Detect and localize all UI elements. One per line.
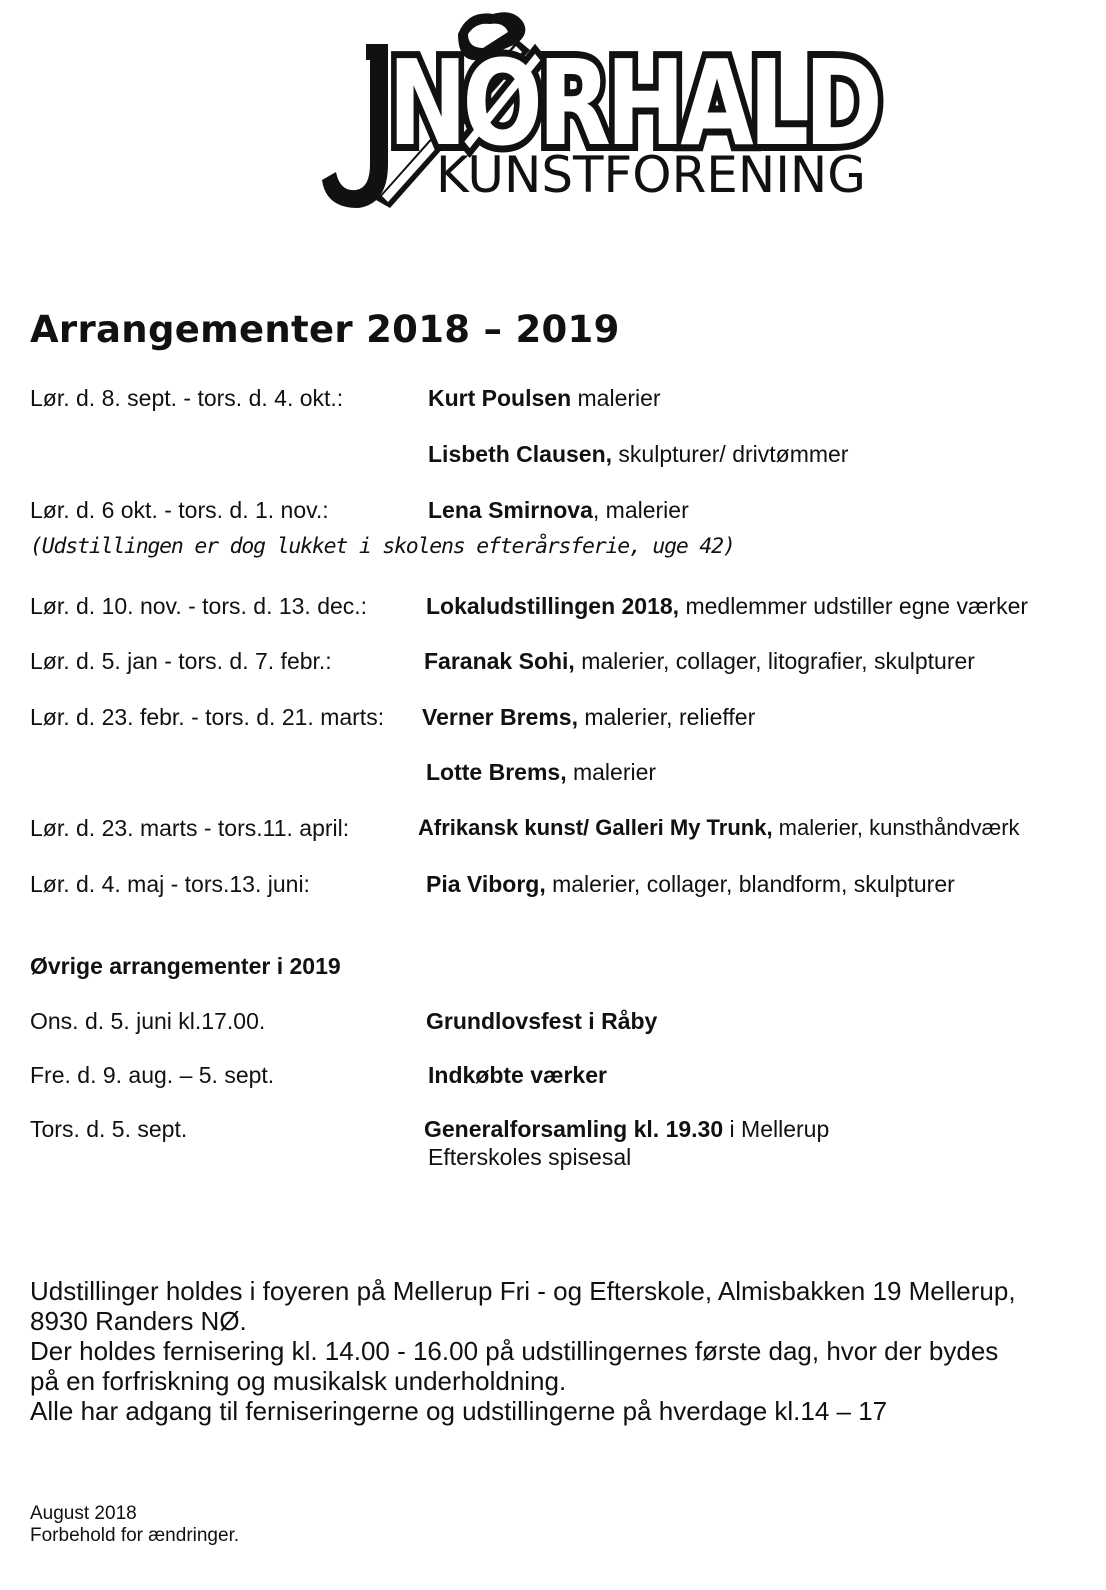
exhibition-entry: [428, 384, 661, 412]
autumn-closure-note: (Udstillingen er dog lukket i skolens efterårsferie, uge 42): [30, 534, 735, 559]
exhibition-artist: Lotte Brems,: [426, 759, 567, 785]
logo-top-text: NØRHALD: [388, 34, 879, 172]
exhibition-artist: Lisbeth Clausen,: [428, 441, 613, 467]
exhibition-date: Lør. d. 5. jan - tors. d. 7. febr.:: [30, 648, 332, 674]
exhibition-detail: malerier, collager, litografier, skulpturer: [574, 648, 975, 674]
event-date: Tors. d. 5. sept.: [30, 1116, 188, 1142]
exhibition-entry: [426, 592, 1028, 620]
norhald-logo: [318, 4, 888, 220]
exhibition-date: Lør. d. 23. febr. - tors. d. 21. marts:: [30, 704, 385, 730]
other-events-heading: Øvrige arrangementer i 2019: [30, 953, 341, 979]
exhibition-artist: Faranak Sohi,: [424, 648, 575, 674]
page-title: Arrangementer 2018 – 2019: [30, 308, 620, 351]
exhibition-detail: malerier, relieffer: [577, 704, 756, 730]
exhibition-entry: [426, 870, 955, 898]
exhibition-entry: [422, 703, 755, 731]
footer-date: August 2018: [30, 1503, 137, 1524]
exhibition-date: Lør. d. 23. marts - tors.11. april:: [30, 815, 350, 841]
exhibition-detail: malerier, kunsthåndværk: [772, 815, 1020, 840]
exhibition-detail: medlemmer udstiller egne værker: [679, 593, 1029, 619]
exhibition-detail: malerier, collager, blandform, skulpturer: [545, 871, 955, 897]
info-line: Udstillinger holdes i foyeren på Mellerup Fri - og Efterskole, Almisbakken 19 Mellerup,: [30, 1276, 1016, 1306]
exhibition-detail: skulpturer/ drivtømmer: [612, 441, 849, 467]
event-detail-line2: Efterskoles spisesal: [428, 1144, 632, 1170]
info-line: 8930 Randers NØ.: [30, 1306, 247, 1336]
event-entry: [424, 1115, 829, 1143]
exhibition-detail: malerier: [571, 385, 661, 411]
exhibition-artist: Lokaludstillingen 2018,: [426, 593, 680, 619]
exhibition-artist: Kurt Poulsen: [428, 385, 572, 411]
event-date: Ons. d. 5. juni kl.17.00.: [30, 1008, 266, 1034]
exhibition-detail: malerier: [566, 759, 657, 785]
exhibition-entry: [428, 496, 689, 524]
exhibition-artist: Lena Smirnova: [428, 497, 593, 523]
exhibition-artist: Verner Brems,: [422, 704, 578, 730]
exhibition-entry: [424, 647, 975, 675]
exhibition-date: Lør. d. 6 okt. - tors. d. 1. nov.:: [30, 497, 329, 523]
exhibition-detail: , malerier: [592, 497, 689, 523]
event-name: Indkøbte værker: [428, 1062, 607, 1088]
exhibition-date: Lør. d. 8. sept. - tors. d. 4. okt.:: [30, 385, 344, 411]
exhibition-artist: Afrikansk kunst/ Galleri My Trunk,: [418, 815, 773, 840]
info-line: Der holdes fernisering kl. 14.00 - 16.00 på udstillingernes første dag, hvor der bydes: [30, 1336, 999, 1366]
logo-bottom-text: KUNSTFORENING: [436, 146, 866, 204]
footer: [30, 1503, 239, 1547]
venue-info-paragraph: [30, 1276, 1090, 1426]
exhibition-entry: [426, 758, 656, 786]
event-date: Fre. d. 9. aug. – 5. sept.: [30, 1062, 275, 1088]
exhibition-date: Lør. d. 10. nov. - tors. d. 13. dec.:: [30, 593, 368, 619]
exhibition-artist: Pia Viborg,: [426, 871, 546, 897]
info-line: på en forfriskning og musikalsk underholdning.: [30, 1366, 567, 1396]
exhibition-date: Lør. d. 4. maj - tors.13. juni:: [30, 871, 310, 897]
event-name: Grundlovsfest i Råby: [426, 1008, 658, 1034]
event-name: Generalforsamling kl. 19.30: [424, 1116, 724, 1142]
footer-disclaimer: Forbehold for ændringer.: [30, 1525, 240, 1546]
event-detail: i Mellerup: [723, 1116, 830, 1142]
info-line: Alle har adgang til ferniseringerne og udstillingerne på hverdage kl.14 – 17: [30, 1396, 888, 1426]
exhibition-entry: [428, 440, 848, 468]
exhibition-entry: [418, 814, 1020, 842]
